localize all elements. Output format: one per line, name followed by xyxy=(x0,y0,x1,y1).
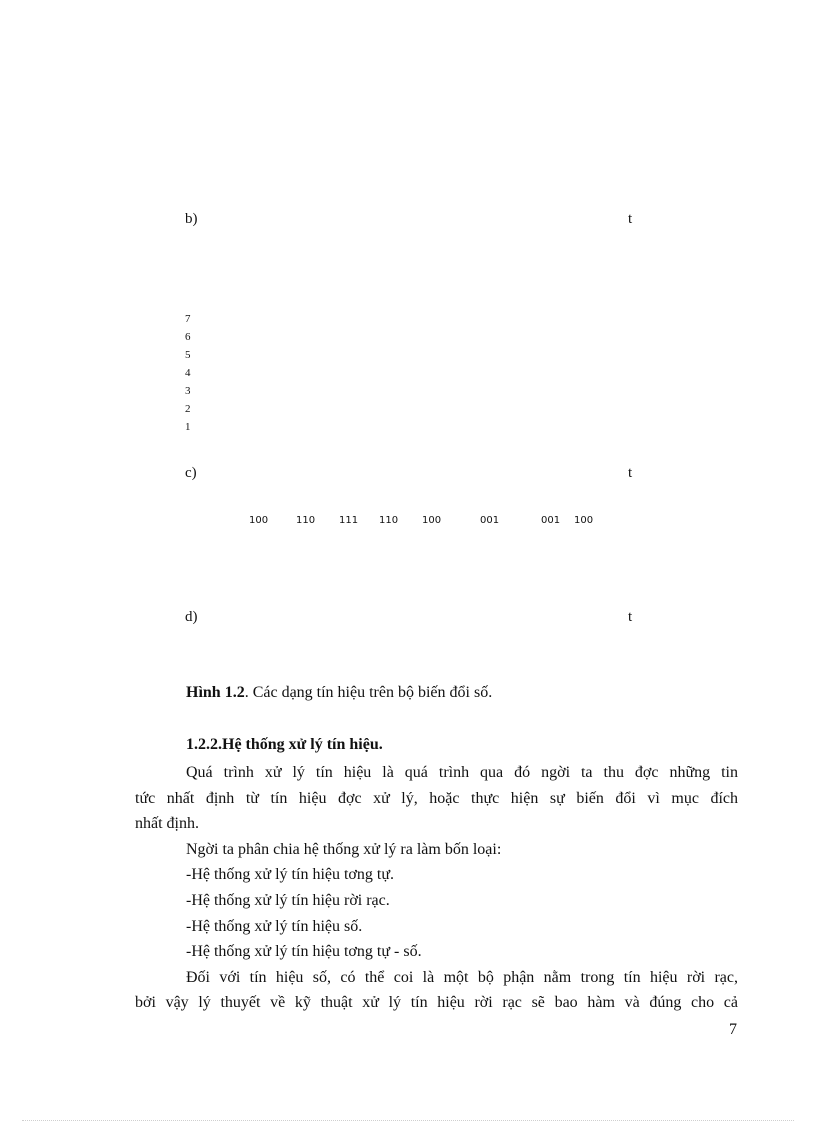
binary-code: 110 xyxy=(296,515,316,526)
binary-code: 100 xyxy=(574,515,594,526)
paragraph-line: nhất định. xyxy=(135,815,199,833)
paragraph-line: Quá trình xử lý tín hiệu là quá trình qua đó ngời ta thu đợc những tin xyxy=(186,764,738,781)
figure-caption xyxy=(186,684,492,702)
binary-code: 110 xyxy=(379,515,399,526)
level-label: 6 xyxy=(185,331,191,343)
level-label: 1 xyxy=(185,421,191,433)
section-heading: 1.2.2.Hệ thống xử lý tín hiệu. xyxy=(186,736,383,753)
figure-c-label: c) xyxy=(185,465,197,481)
binary-code: 100 xyxy=(249,515,269,526)
page-number: 7 xyxy=(729,1021,737,1038)
figure-b-time-axis-label: t xyxy=(628,211,633,227)
page-footer-divider xyxy=(22,1120,794,1121)
level-label: 3 xyxy=(185,385,191,397)
level-label: 5 xyxy=(185,349,191,361)
figure-caption-text: . Các dạng tín hiệu trên bộ biến đổi số. xyxy=(244,684,493,701)
figure-b-label: b) xyxy=(185,211,198,227)
paragraph-line: Ngời ta phân chia hệ thống xử lý ra làm bốn loại: xyxy=(186,840,502,858)
binary-code: 111 xyxy=(339,515,359,526)
binary-code: 001 xyxy=(480,515,500,526)
figure-d-label: d) xyxy=(185,609,198,625)
paragraph-line: bởi vậy lý thuyết về kỹ thuật xử lý tín hiệu rời rạc sẽ bao hàm và đúng cho cả xyxy=(135,994,738,1012)
binary-code: 100 xyxy=(422,515,442,526)
quantization-levels xyxy=(185,310,191,436)
list-item: -Hệ thống xử lý tín hiệu rời rạc. xyxy=(186,891,390,909)
level-label: 2 xyxy=(185,403,191,415)
list-item: -Hệ thống xử lý tín hiệu số. xyxy=(186,917,363,935)
paragraph-line: Đối với tín hiệu số, có thể coi là một bộ phận nằm trong tín hiệu rời rạc, xyxy=(186,968,738,986)
paragraph-line: tức nhất định từ tín hiệu đợc xử lý, hoặc thực hiện sự biến đổi vì mục đích xyxy=(135,789,738,807)
list-item: -Hệ thống xử lý tín hiệu tơng tự - số. xyxy=(186,943,422,961)
list-item: -Hệ thống xử lý tín hiệu tơng tự. xyxy=(186,866,395,884)
figure-d-time-axis-label: t xyxy=(628,609,633,625)
binary-code: 001 xyxy=(541,515,561,526)
figure-caption-number: Hình 1.2 xyxy=(186,684,245,701)
level-label: 7 xyxy=(185,313,191,325)
figure-c-time-axis-label: t xyxy=(628,465,633,481)
level-label: 4 xyxy=(185,367,191,379)
body-text xyxy=(135,760,738,1016)
